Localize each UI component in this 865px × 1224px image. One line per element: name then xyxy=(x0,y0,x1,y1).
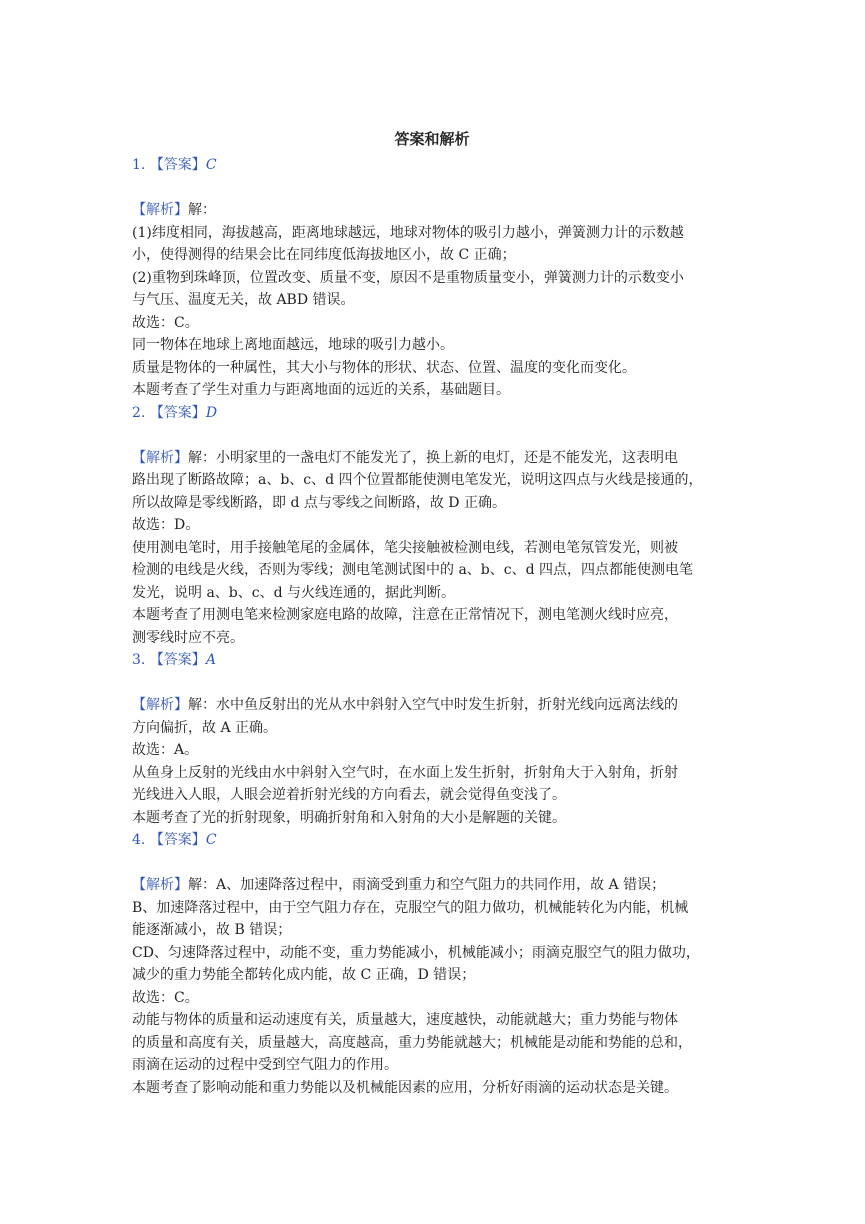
analysis-line: 动能与物体的质量和运动速度有关，质量越大，速度越快，动能就越大；重力势能与物体 xyxy=(132,1012,678,1028)
analysis-line xyxy=(132,447,732,470)
analysis-line: 质量是物体的一种属性，其大小与物体的形状、状态、位置、温度的变化而变化。 xyxy=(132,359,636,376)
analysis-line: 故选：A。 xyxy=(132,742,199,758)
analysis-line xyxy=(132,874,732,897)
answer-list xyxy=(132,154,732,1099)
analysis-line: 故选：C。 xyxy=(132,989,199,1006)
answer-line xyxy=(132,402,732,425)
analysis-line: 本题考查了影响动能和重力势能以及机械能因素的应用，分析好雨滴的运动状态是关键。 xyxy=(132,1079,678,1096)
analysis-line: 的质量和高度有关，质量越大，高度越高，重力势能就越大；机械能是动能和势能的总和， xyxy=(132,1034,692,1051)
page-title: 答案和解析 xyxy=(394,130,470,148)
analysis-text: 解：水中鱼反射出的光从水中斜射入空气中时发生折射，折射光线向远离法线的 xyxy=(188,697,678,713)
analysis-line: 减少的重力势能全都转化成内能，故 C 正确，D 错误； xyxy=(132,967,476,983)
analysis-line: 方向偏折，故 A 正确。 xyxy=(132,719,278,736)
analysis-line: B、加速降落过程中，由于空气阻力存在，克服空气的阻力做功，机械能转化为内能，机械 xyxy=(132,899,689,916)
answer-item xyxy=(132,649,732,829)
analysis-line: 从鱼身上反射的光线由水中斜射入空气时，在水面上发生折射，折射角大于入射角，折射 xyxy=(132,764,678,781)
answer-value: C xyxy=(205,832,217,848)
analysis-line: (1)纬度相同，海拔越高，距离地球越远，地球对物体的吸引力越小，弹簧测力计的示数越 xyxy=(132,224,684,241)
answer-label: 2. 【答案】 xyxy=(132,404,206,421)
analysis-line: 测零线时应不亮。 xyxy=(132,629,244,646)
answer-value: D xyxy=(205,404,218,421)
analysis-text: 解：小明家里的一盏电灯不能发光了，换上新的电灯，还是不能发光，这表明电 xyxy=(188,449,678,466)
analysis-text: 解：A、加速降落过程中，雨滴受到重力和空气阻力的共同作用，故 A 错误； xyxy=(188,877,666,893)
spacer xyxy=(132,672,732,695)
analysis-label: 【解析】 xyxy=(132,202,188,218)
answer-label: 4. 【答案】 xyxy=(132,832,206,848)
analysis-line: 路出现了断路故障；a、b、c、d 四个位置都能使测电笔发光，说明这四点与火线是接通的， xyxy=(132,472,703,488)
analysis-line: 与气压、温度无关，故 ABD 错误。 xyxy=(132,292,355,308)
analysis-line xyxy=(132,199,732,222)
answer-line xyxy=(132,829,732,852)
answer-label: 1. 【答案】 xyxy=(132,157,206,173)
analysis-line: 使用测电笔时，用手接触笔尾的金属体，笔尖接触被检测电线，若测电笔氖管发光，则被 xyxy=(132,539,678,556)
analysis-line: 能逐渐减小，故 B 错误； xyxy=(132,922,292,938)
answer-value: A xyxy=(205,652,216,668)
answer-item xyxy=(132,402,732,650)
analysis-line: 小，使得测得的结果会比在同纬度低海拔地区小，故 C 正确； xyxy=(132,247,516,263)
analysis-line: 发光，说明 a、b、c、d 与火线连通的，据此判断。 xyxy=(132,584,456,601)
analysis-line: 光线进入人眼，人眼会逆着折射光线的方向看去，就会觉得鱼变浅了。 xyxy=(132,787,566,803)
answer-item xyxy=(132,829,732,1099)
analysis-line: 故选：C。 xyxy=(132,314,199,331)
spacer xyxy=(132,177,732,200)
analysis-line: (2)重物到珠峰顶，位置改变、质量不变，原因不是重物质量变小，弹簧测力计的示数变小 xyxy=(132,269,684,286)
spacer xyxy=(132,852,732,875)
analysis-line: CD、匀速降落过程中，动能不变，重力势能减小，机械能减小；雨滴克服空气的阻力做功， xyxy=(132,944,700,961)
analysis-line: 本题考查了光的折射现象，明确折射角和入射角的大小是解题的关键。 xyxy=(132,809,566,826)
analysis-line: 检测的电线是火线，否则为零线；测电笔测试图中的 a、b、c、d 四点，四点都能使测电笔 xyxy=(132,562,694,578)
answer-value: C xyxy=(205,157,217,173)
analysis-line: 本题考查了学生对重力与距离地面的远近的关系，基础题目。 xyxy=(132,382,510,398)
analysis-line xyxy=(132,694,732,717)
answer-line xyxy=(132,649,732,672)
analysis-label: 【解析】 xyxy=(132,877,188,893)
analysis-text: 解： xyxy=(188,202,216,218)
analysis-label: 【解析】 xyxy=(132,449,188,466)
analysis-line: 雨滴在运动的过程中受到空气阻力的作用。 xyxy=(132,1057,398,1073)
analysis-line: 本题考查了用测电笔来检测家庭电路的故障，注意在正常情况下，测电笔测火线时应亮， xyxy=(132,607,678,623)
analysis-line: 故选：D。 xyxy=(132,517,200,533)
answer-label: 3. 【答案】 xyxy=(132,652,206,668)
answer-document xyxy=(132,128,732,1099)
answer-item xyxy=(132,154,732,402)
analysis-line: 所以故障是零线断路，即 d 点与零线之间断路，故 D 正确。 xyxy=(132,494,506,511)
answer-line xyxy=(132,154,732,177)
spacer xyxy=(132,424,732,447)
analysis-line: 同一物体在地球上离地面越远，地球的吸引力越小。 xyxy=(132,337,454,353)
analysis-label: 【解析】 xyxy=(132,697,188,713)
